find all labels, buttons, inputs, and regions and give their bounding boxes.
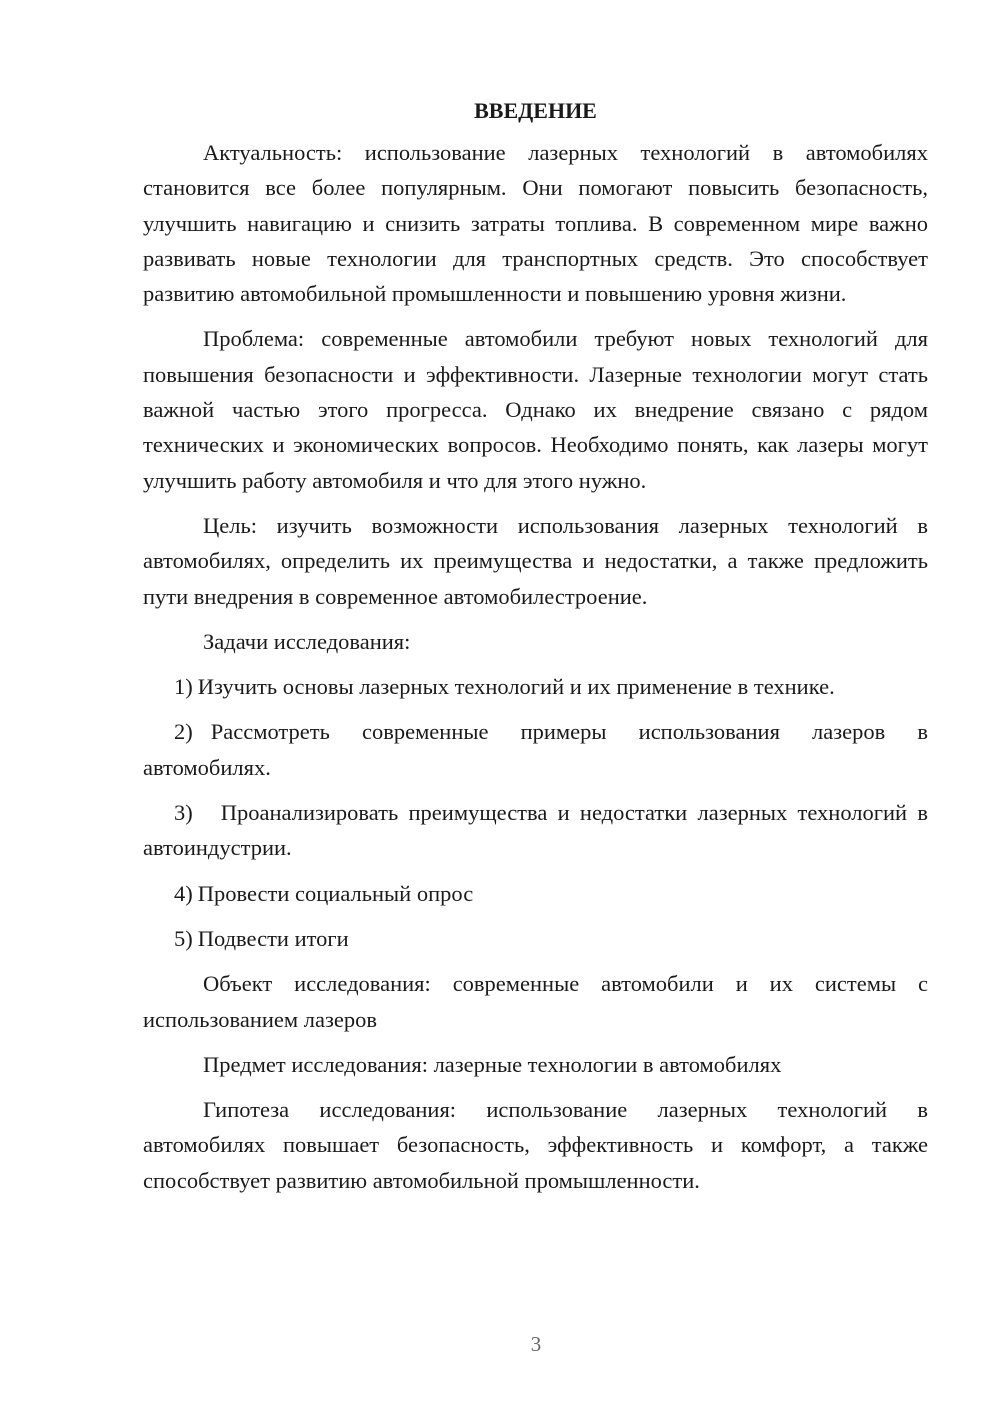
paragraph-subject: Предмет исследования: лазерные технологии в автомобилях bbox=[203, 1051, 782, 1077]
list-item bbox=[143, 714, 928, 785]
paragraph-goal: Цель: изучить возможности использования лазерных технологий в автомобилях, определить их преимущества и недостатки, а также предложить пути внедрения в современное автомобилестроение. bbox=[143, 512, 928, 609]
list-item-number: 5) bbox=[174, 925, 193, 951]
paragraph-hypothesis: Гипотеза исследования: использование лазерных технологий в автомобилях повышает безопасность, эффективность и комфорт, а также способствует развитию автомобильной промышленности. bbox=[143, 1097, 928, 1193]
list-item-number: 1) bbox=[174, 674, 193, 700]
list-item bbox=[143, 921, 928, 956]
paragraph-problem: Проблема: современные автомобили требуют новых технологий для повышения безопасности и эффективности. Лазерные технологии могут стать важной частью этого прогресса. Однако их внедрение связано с рядом технических и экономических вопросов. Необходимо понять, как лазеры могут улучшить работу автомобиля и что для этого нужно. bbox=[143, 326, 928, 493]
list-item-text: Подвести итоги bbox=[197, 925, 349, 951]
list-item-text: Рассмотреть современные примеры использования лазеров в автомобилях. bbox=[143, 719, 928, 780]
page-number: 3 bbox=[530, 1332, 542, 1356]
list-item-number: 3) bbox=[174, 800, 193, 826]
list-item bbox=[143, 669, 928, 704]
list-item-number: 4) bbox=[174, 880, 193, 906]
tasks-heading: Задачи исследования: bbox=[203, 628, 411, 654]
list-item bbox=[143, 795, 928, 866]
page-content bbox=[143, 94, 928, 1198]
paragraph-relevance: Актуальность: использование лазерных технологий в автомобилях становится все более популярным. Они помогают повысить безопасность, улучшить навигацию и снизить затраты топлива. В современном мире важно развивать новые технологии для транспортных средств. Это способствует развитию автомобильной промышленности и повышению уровня жизни. bbox=[143, 140, 928, 307]
list-item-text: Изучить основы лазерных технологий и их применение в технике. bbox=[197, 674, 835, 700]
list-item-text: Проанализировать преимущества и недостатки лазерных технологий в автоиндустрии. bbox=[143, 800, 928, 861]
list-item-text: Провести социальный опрос bbox=[197, 880, 474, 906]
list-item bbox=[143, 876, 928, 911]
page-title: ВВЕДЕНИЕ bbox=[474, 98, 597, 123]
paragraph-object: Объект исследования: современные автомобили и их системы с использованием лазеров bbox=[143, 971, 928, 1032]
list-item-number: 2) bbox=[174, 719, 193, 745]
